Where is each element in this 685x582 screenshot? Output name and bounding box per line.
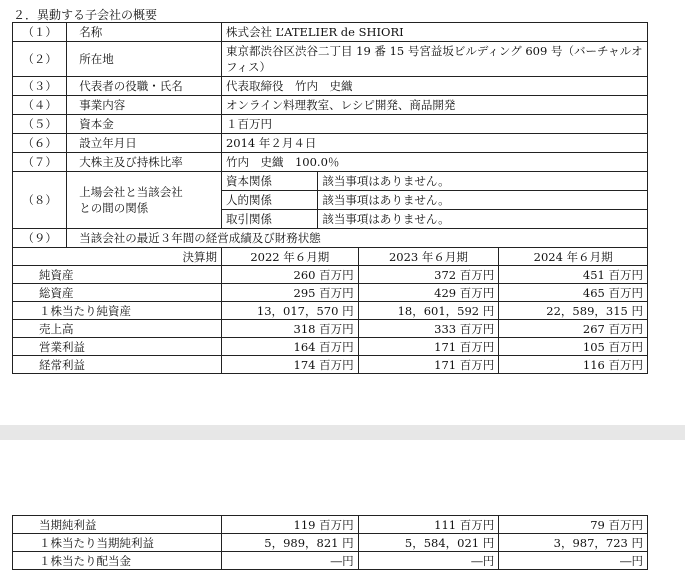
page-break xyxy=(0,425,685,440)
fin-value: 174 百万円 xyxy=(221,356,358,374)
row-label: 資本金 xyxy=(67,115,222,134)
fin-label: 総資産 xyxy=(13,284,222,302)
fin-value: 171 百万円 xyxy=(358,338,499,356)
relations-label-line1: 上場会社と当該会社 xyxy=(79,185,183,199)
business: オンライン料理教室、レシピ開発、商品開発 xyxy=(221,96,647,115)
financials-continued-table xyxy=(12,515,648,570)
fin-value: 116 百万円 xyxy=(499,356,648,374)
subsidiary-overview-table xyxy=(12,22,648,374)
row-number: （４） xyxy=(13,96,67,115)
relation-value: 該当事項はありません。 xyxy=(318,172,648,191)
fin-label: 経常利益 xyxy=(13,356,222,374)
row-number: （８） xyxy=(13,172,67,229)
fin-value: ―円 xyxy=(358,552,499,570)
fin-value: 295 百万円 xyxy=(221,284,358,302)
row-label: 大株主及び持株比率 xyxy=(67,153,222,172)
table-row xyxy=(13,320,648,338)
row-label: 所在地 xyxy=(67,42,222,77)
fin-value: 260 百万円 xyxy=(221,266,358,284)
fin-value: 465 百万円 xyxy=(499,284,648,302)
fin-label: １株当たり当期純利益 xyxy=(13,534,222,552)
fin-value: 333 百万円 xyxy=(358,320,499,338)
table-row xyxy=(13,302,648,320)
table-row xyxy=(13,284,648,302)
table-row xyxy=(13,115,648,134)
relation-type: 資本関係 xyxy=(221,172,317,191)
fin-label: 当期純利益 xyxy=(13,516,222,534)
relation-type: 人的関係 xyxy=(221,191,317,210)
fin-value: 171 百万円 xyxy=(358,356,499,374)
row-number: （３） xyxy=(13,77,67,96)
fin-value: 111 百万円 xyxy=(358,516,499,534)
row-label: 設立年月日 xyxy=(67,134,222,153)
relation-value: 該当事項はありません。 xyxy=(318,191,648,210)
fin-value: 451 百万円 xyxy=(499,266,648,284)
table-row xyxy=(13,356,648,374)
major-shareholder: 竹内 史織 100.0％ xyxy=(221,153,647,172)
row-label: 事業内容 xyxy=(67,96,222,115)
row-number: （７） xyxy=(13,153,67,172)
fin-value: 3，987，723 円 xyxy=(499,534,648,552)
period-label: 決算期 xyxy=(13,248,222,266)
relations-label xyxy=(67,172,222,229)
company-name: 株式会社 L’ATELIER de SHIORI xyxy=(221,23,647,42)
table-row xyxy=(13,134,648,153)
financials-title: 当該会社の最近３年間の経営成績及び財務状態 xyxy=(67,229,648,248)
fin-label: 純資産 xyxy=(13,266,222,284)
table-row xyxy=(13,172,648,191)
fin-value: 119 百万円 xyxy=(221,516,358,534)
established-date: 2014 年２月４日 xyxy=(221,134,647,153)
period-header: 2024 年６月期 xyxy=(499,248,648,266)
table-row xyxy=(13,96,648,115)
period-header: 2022 年６月期 xyxy=(221,248,358,266)
row-number: （１） xyxy=(13,23,67,42)
fin-value: 372 百万円 xyxy=(358,266,499,284)
row-number: （６） xyxy=(13,134,67,153)
table-row xyxy=(13,23,648,42)
fin-value: 429 百万円 xyxy=(358,284,499,302)
representative: 代表取締役 竹内 史織 xyxy=(221,77,647,96)
fin-value: 164 百万円 xyxy=(221,338,358,356)
fin-value: ―円 xyxy=(221,552,358,570)
capital: １百万円 xyxy=(221,115,647,134)
fin-label: １株当たり純資産 xyxy=(13,302,222,320)
row-number: （５） xyxy=(13,115,67,134)
table-row xyxy=(13,534,648,552)
table-row xyxy=(13,42,648,77)
table-row xyxy=(13,77,648,96)
row-label: 名称 xyxy=(67,23,222,42)
table-row xyxy=(13,153,648,172)
fin-label: １株当たり配当金 xyxy=(13,552,222,570)
fin-label: 営業利益 xyxy=(13,338,222,356)
table-row xyxy=(13,552,648,570)
fin-value: 267 百万円 xyxy=(499,320,648,338)
fin-value: 13，017，570 円 xyxy=(221,302,358,320)
table-row xyxy=(13,266,648,284)
fin-value: 22，589，315 円 xyxy=(499,302,648,320)
fin-value: 18，601，592 円 xyxy=(358,302,499,320)
address: 東京都渋谷区渋谷二丁目 19 番 15 号宮益坂ビルディング 609 号（バーチャルオフィス） xyxy=(221,42,647,77)
relation-type: 取引関係 xyxy=(221,210,317,229)
section-title: ２．異動する子会社の概要 xyxy=(13,8,158,22)
row-number: （２） xyxy=(13,42,67,77)
fin-value: ―円 xyxy=(499,552,648,570)
row-number: （９） xyxy=(13,229,67,248)
relations-label-line2: との間の関係 xyxy=(79,201,149,215)
table-row xyxy=(13,338,648,356)
table-row xyxy=(13,248,648,266)
fin-label: 売上高 xyxy=(13,320,222,338)
period-header: 2023 年６月期 xyxy=(358,248,499,266)
fin-value: 105 百万円 xyxy=(499,338,648,356)
fin-value: 5，989，821 円 xyxy=(221,534,358,552)
fin-value: 318 百万円 xyxy=(221,320,358,338)
fin-value: 5，584，021 円 xyxy=(358,534,499,552)
fin-value: 79 百万円 xyxy=(499,516,648,534)
table-row xyxy=(13,229,648,248)
relation-value: 該当事項はありません。 xyxy=(318,210,648,229)
row-label: 代表者の役職・氏名 xyxy=(67,77,222,96)
table-row xyxy=(13,516,648,534)
